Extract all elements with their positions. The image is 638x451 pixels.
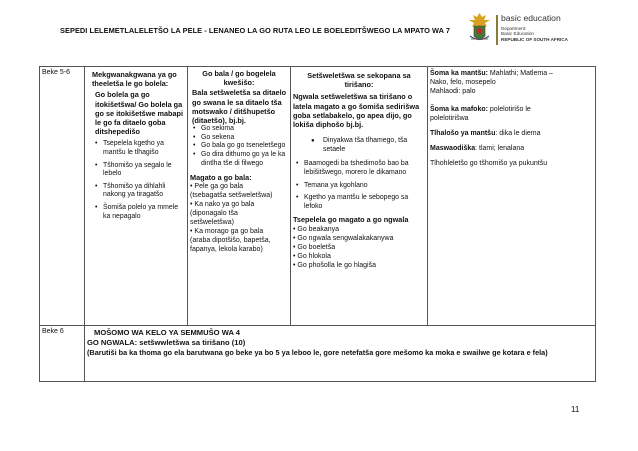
text-line: • Go boeletša [293,243,336,251]
list-item: • Baamogedi ba tshedimošo bao ba lebišitšwego, morero le dikamano [296,160,425,177]
line-text: Mahlaodi: palo [430,88,476,95]
language-line [430,69,593,78]
line-label: Tlhalošo ya mantšu [430,130,496,137]
logo-divider [496,15,498,45]
text-line: • Go hlokola [293,252,331,260]
list-item: • Tsepelela kgetho ya mantšu le tlhagišo [95,140,185,157]
section-heading: Go bala / go bogelela kwešišo: [202,69,276,88]
list-item: ● Dinyakwa tša tlhamego, tša setaele [311,137,425,154]
section-intro: Ngwala setšweletšwa sa tirišano o latela magato a go šomiša sedirišwa goba setlabakelo, go apea dijo, go lokiša diphošo bj.bj. [293,92,420,130]
lesson-plan-table [39,66,596,382]
line-text: : tlami; lenalana [475,145,525,152]
section-subheading: Go bolela ga go itokišetšwa/ Go bolela ga go se itokišetšwe mabapi le go fa ditaelo goba ditshepedišo [95,90,183,137]
text-line: • Go ngwala sengwalakakanywa [293,234,394,242]
dept-line: REPUBLIC OF SOUTH AFRICA [501,36,568,42]
skills-list [92,140,185,221]
week-cell: Beke 6 [40,326,85,382]
dept-line: Department: [501,26,527,31]
section-heading: Mekgwanakgwana ya go theeletša le go bolela: [92,70,177,89]
listening-speaking-cell [85,67,188,326]
reading-viewing-cell [188,67,291,326]
brand-name: basic education [501,13,561,23]
line-text: : dika le diema [495,130,541,137]
list-item: • Tšhomišo ya segalo le lebelo [95,162,185,179]
list-item: • Šomiša polelo ya mmele ka nepagalo [95,204,185,221]
department-text [501,26,568,42]
line-label: Šoma ka mantšu: [430,70,488,77]
line-text: Tlhohleletšo go tšhomišo ya pukuntšu [430,160,548,167]
line-text: polelotirišo le [487,106,531,113]
line-text: polelotirišwa [430,115,469,122]
list-item: • Tšhomišo ya dihlahli nakong ya tiragatšo [95,183,185,200]
writing-aspects-list [293,160,425,211]
language-line [430,159,593,168]
text-line: • Pele ga go bala [190,183,244,191]
text-line: fapanya, lekola karabo) [190,246,263,254]
dept-line: Basic Education [501,31,534,37]
language-structures-cell [428,67,596,326]
language-line [430,129,593,138]
table-row [40,67,596,326]
language-line [430,105,593,114]
writing-process-heading: Tsepelela go magato a go ngwala [293,215,409,225]
coat-of-arms-icon [466,12,493,44]
list-item: • Kgetho ya mantšu le sebopego sa lefoko [296,194,425,211]
text-line: (araba dipotšišo, bapetša, [190,237,271,245]
writing-presenting-cell [291,67,428,326]
language-line [430,78,593,87]
language-line [430,87,593,96]
text-line: • Go beakanya [293,225,340,233]
text-line: setšweletšwa) [190,219,234,227]
formal-assessment-cell [85,326,596,382]
department-logo [466,12,581,52]
document-header-title: SEPEDI LELEMETLALELETŠO LA PELE - LENANEO LA GO RUTA LEO LE BOELEDITŠWEGO LA MPATO WA 7 [60,26,451,35]
list-item: • Go bala go go tseneletšego [193,142,288,151]
line-text: Nako, felo, mosepelo [430,79,496,86]
line-label: Maswaodiška [430,145,476,152]
section-subheading: Bala setšweletša sa ditaelo go swana le sa ditaelo tša motswako / ditšhupetšo (ditaetšo), bj.bj. [192,88,287,126]
table-row [40,326,596,382]
language-line [430,144,593,153]
list-item: • Temana ya kgohlano [296,182,425,191]
section-heading: Setšweletšwa se sekopana sa tirišano: [307,71,411,90]
text-line: • Ka morago ga go bala [190,228,264,236]
line-label: Šoma ka mafoko: [430,106,488,113]
list-item: • Go sekima [193,125,288,134]
week-cell: Beke 5-6 [40,67,85,326]
list-item: • Go dira dithumo go ya le ka dintlha tše di filwego [193,151,288,168]
writing-requirements-list [293,137,425,154]
reading-strategies-list [190,125,288,168]
text-line: • Ka nako ya go bala [190,201,255,209]
text-line: (diponagalo tša [190,210,238,218]
text-line: • Go phošolla le go hlagiša [293,261,377,269]
page-number: 11 [571,405,580,414]
assessment-subtitle: GO NGWALA: setšwwletšwa sa tirišano (10) [87,338,246,347]
assessment-title: MOŠOMO WA KELO YA SEMMUŠO WA 4 [94,328,240,337]
text-line: (tsebagatša setšweletšwa) [190,192,273,200]
reading-process-heading: Magato a go bala: [190,173,252,183]
assessment-note: (Barutiši ba ka thoma go ela barutwana go beke ya bo 5 ya leboo le, gore netefatša gore mešomo ka moka e swailwe ge kotara e fela) [87,348,548,357]
language-line [430,114,593,123]
list-item: • Go sekena [193,134,288,143]
line-text: Mahlathi; Matlema – [487,70,553,77]
